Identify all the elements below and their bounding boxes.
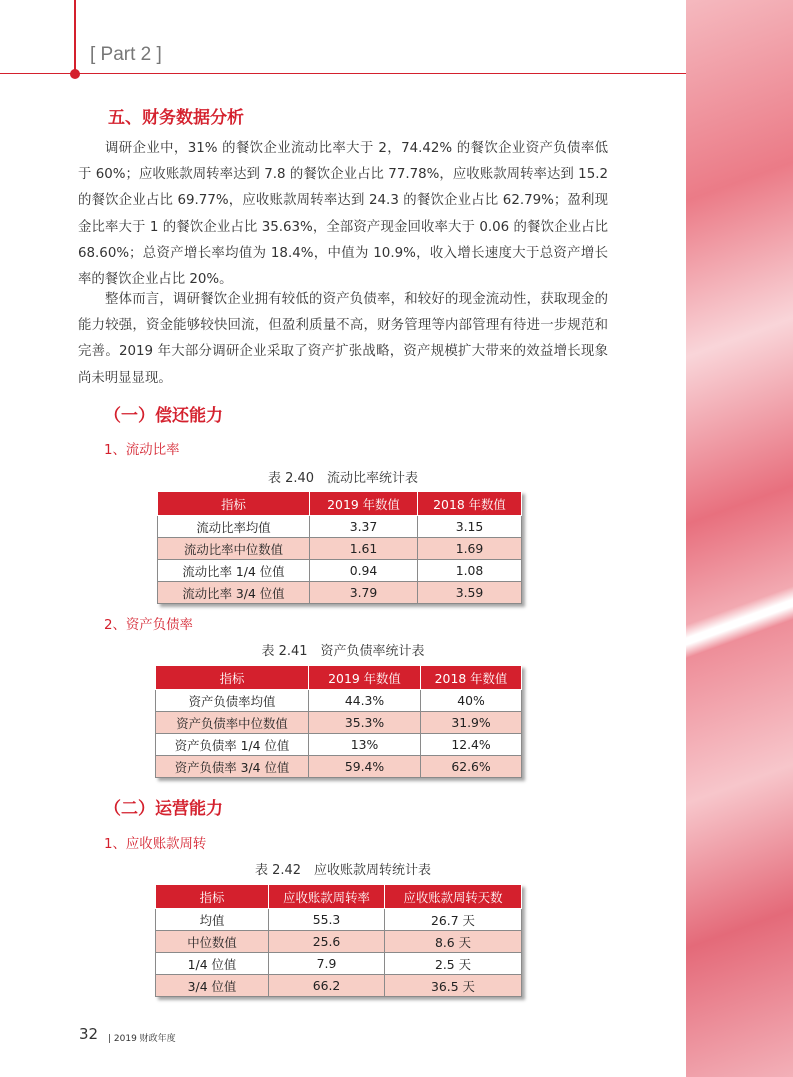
part-label: [ Part 2 ] bbox=[90, 44, 162, 65]
header-cell: 2018 年数值 bbox=[421, 666, 522, 690]
table-row bbox=[156, 756, 522, 778]
table-row bbox=[158, 516, 522, 538]
table-cell: 8.6 天 bbox=[385, 931, 522, 953]
header-cell: 2019 年数值 bbox=[309, 666, 421, 690]
table-cell: 3.59 bbox=[418, 582, 522, 604]
table-cell: 66.2 bbox=[269, 975, 385, 997]
debt-ratio-table bbox=[155, 665, 522, 778]
table-header-row bbox=[156, 666, 522, 690]
header-cell: 2018 年数值 bbox=[418, 492, 522, 516]
item-title-receivables: 1、应收账款周转 bbox=[104, 837, 207, 852]
table-row bbox=[156, 734, 522, 756]
table-row bbox=[156, 909, 522, 931]
table-row bbox=[156, 712, 522, 734]
table-row bbox=[156, 975, 522, 997]
header-dot bbox=[70, 69, 80, 79]
subsection-title-solvency: （一）偿还能力 bbox=[104, 406, 223, 426]
table-cell: 3.15 bbox=[418, 516, 522, 538]
table-cell: 流动比率 3/4 位值 bbox=[158, 582, 310, 604]
header-cell: 指标 bbox=[156, 666, 309, 690]
table-cell: 流动比率中位数值 bbox=[158, 538, 310, 560]
table-cell: 12.4% bbox=[421, 734, 522, 756]
table-row bbox=[158, 560, 522, 582]
table-cell: 流动比率均值 bbox=[158, 516, 310, 538]
table-caption-2-41: 表 2.41 资产负债率统计表 bbox=[261, 644, 425, 659]
table-cell: 0.94 bbox=[310, 560, 418, 582]
table-cell: 3/4 位值 bbox=[156, 975, 269, 997]
table-cell: 3.37 bbox=[310, 516, 418, 538]
table-cell: 35.3% bbox=[309, 712, 421, 734]
table-row bbox=[158, 582, 522, 604]
section-title: 五、财务数据分析 bbox=[108, 108, 244, 128]
subsection-title-operations: （二）运营能力 bbox=[104, 799, 223, 819]
table-cell: 资产负债率中位数值 bbox=[156, 712, 309, 734]
table-row bbox=[156, 931, 522, 953]
table-cell: 均值 bbox=[156, 909, 269, 931]
decorative-photo-strip bbox=[686, 0, 793, 1077]
table-cell: 1.61 bbox=[310, 538, 418, 560]
footer-label: | 2019 财政年度 bbox=[108, 1034, 176, 1044]
header-cell: 指标 bbox=[156, 885, 269, 909]
table-cell: 1.08 bbox=[418, 560, 522, 582]
table-cell: 62.6% bbox=[421, 756, 522, 778]
table-header-row bbox=[158, 492, 522, 516]
table-cell: 3.79 bbox=[310, 582, 418, 604]
table-caption-2-42: 表 2.42 应收账款周转统计表 bbox=[254, 863, 432, 878]
table-cell: 36.5 天 bbox=[385, 975, 522, 997]
table-caption-2-40: 表 2.40 流动比率统计表 bbox=[267, 471, 419, 486]
table-row bbox=[158, 538, 522, 560]
table-cell: 31.9% bbox=[421, 712, 522, 734]
header-horizontal-rule bbox=[0, 73, 686, 74]
paragraph-2: 整体而言，调研餐饮企业拥有较低的资产负债率，和较好的现金流动性，获取现金的能力较强，资金能够较快回流，但盈利质量不高，财务管理等内部管理有待进一步规范和完善。2019 年大部分调研企业采取了资产扩张战略，资产规模扩大带来的效益增长现象尚未明显显现。 bbox=[78, 292, 608, 386]
header-cell: 2019 年数值 bbox=[310, 492, 418, 516]
table-cell: 59.4% bbox=[309, 756, 421, 778]
table-cell: 资产负债率 3/4 位值 bbox=[156, 756, 309, 778]
paragraph-1: 调研企业中，31% 的餐饮企业流动比率大于 2，74.42% 的餐饮企业资产负债率低于 60%；应收账款周转率达到 7.8 的餐饮企业占比 77.78%，应收账款周转率达到 15.2 的餐饮企业占比 69.77%，应收账款周转率达到 24.3 的餐饮企业占比 62.79%；盈利现金比率大于 1 的餐饮企业占比 35.63%，全部资产现金回收率大于 0.06 的餐饮企业占比 68.60%；总资产增长率均值为 18.4%，中值为 10.9%，收入增长速度大于总资产增长率的餐饮企业占比 20%。 bbox=[78, 141, 608, 288]
table-cell: 40% bbox=[421, 690, 522, 712]
header-cell: 指标 bbox=[158, 492, 310, 516]
receivables-table bbox=[155, 884, 522, 997]
table-cell: 25.6 bbox=[269, 931, 385, 953]
header-vertical-rule bbox=[74, 0, 76, 74]
table-cell: 26.7 天 bbox=[385, 909, 522, 931]
header-cell: 应收账款周转率 bbox=[269, 885, 385, 909]
table-cell: 资产负债率均值 bbox=[156, 690, 309, 712]
table-cell: 13% bbox=[309, 734, 421, 756]
table-row bbox=[156, 690, 522, 712]
table-cell: 流动比率 1/4 位值 bbox=[158, 560, 310, 582]
current-ratio-table bbox=[157, 491, 522, 604]
header-cell: 应收账款周转天数 bbox=[385, 885, 522, 909]
table-cell: 7.9 bbox=[269, 953, 385, 975]
table-cell: 1.69 bbox=[418, 538, 522, 560]
table-cell: 44.3% bbox=[309, 690, 421, 712]
item-title-debt-ratio: 2、资产负债率 bbox=[104, 618, 193, 633]
table-cell: 2.5 天 bbox=[385, 953, 522, 975]
table-cell: 55.3 bbox=[269, 909, 385, 931]
table-row bbox=[156, 953, 522, 975]
page-number: 32 bbox=[79, 1025, 99, 1043]
table-cell: 资产负债率 1/4 位值 bbox=[156, 734, 309, 756]
table-cell: 1/4 位值 bbox=[156, 953, 269, 975]
table-header-row bbox=[156, 885, 522, 909]
item-title-current-ratio: 1、流动比率 bbox=[104, 443, 180, 458]
table-cell: 中位数值 bbox=[156, 931, 269, 953]
